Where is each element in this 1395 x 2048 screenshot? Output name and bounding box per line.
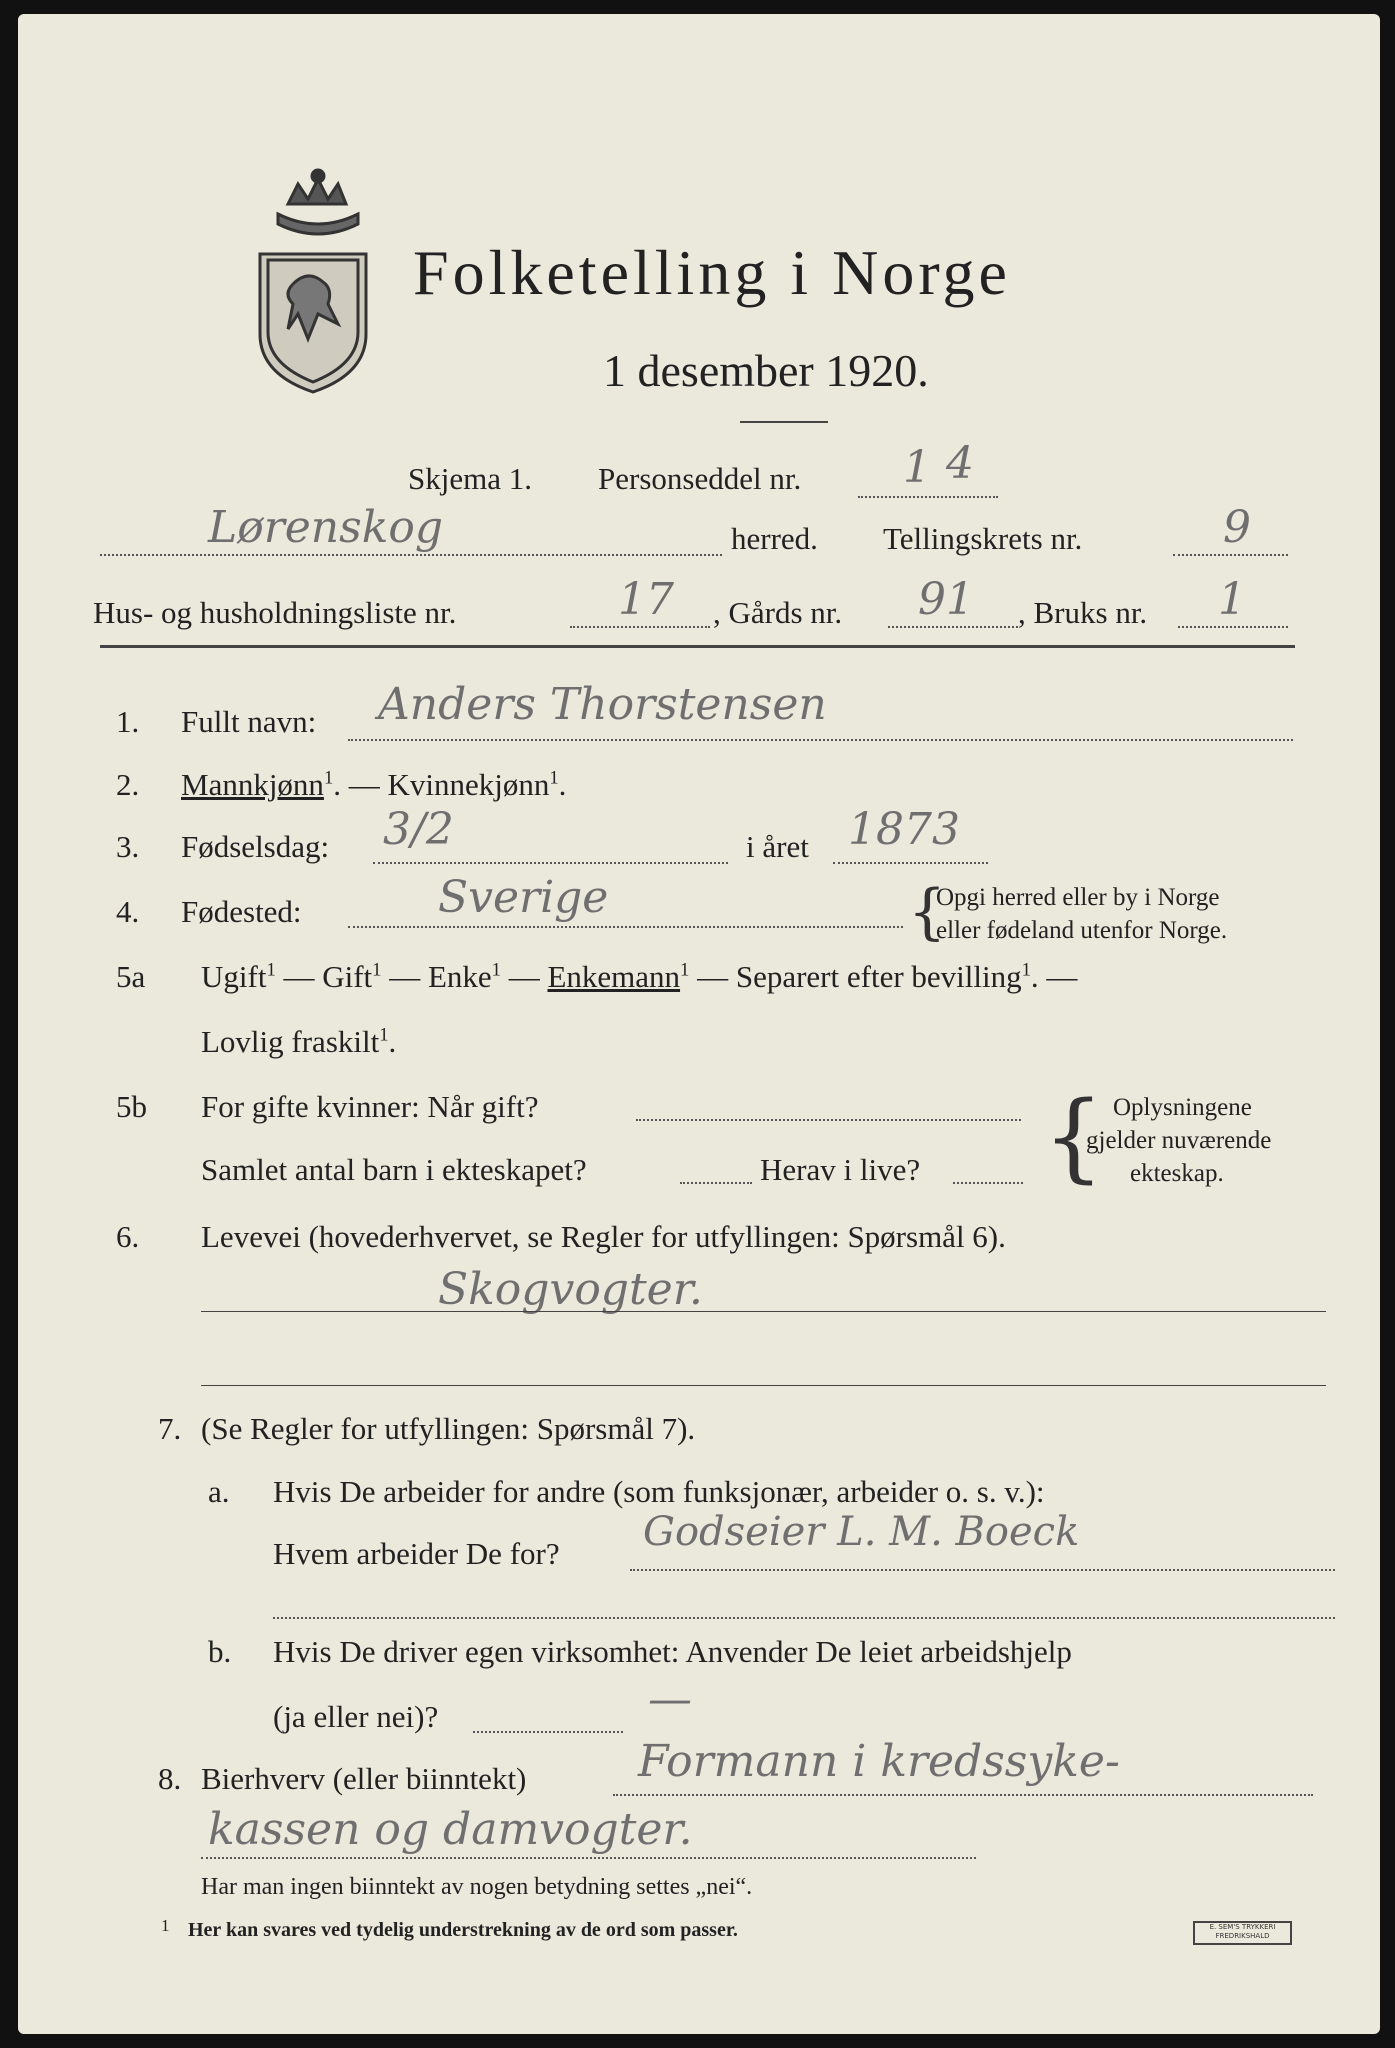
form-title: Folketelling i Norge [413,237,1011,308]
q4-label: Fødested: [181,894,302,929]
q5a-gift: Gift [322,959,373,994]
q2-male-footnote: 1 [323,767,334,789]
q5a-gift-footnote: 1 [372,959,382,981]
printer-stamp [1193,1921,1292,1945]
census-form-page [18,14,1380,2034]
biinntekt-note: Har man ingen biinntekt av nogen betydning settes „nei“. [201,1874,753,1900]
q5b-note-line1: Oplysningene [1113,1094,1252,1121]
q1-value: Anders Thorstensen [378,679,827,730]
q5a-lovlig: Lovlig fraskilt$^1$. [201,1024,397,1059]
q4-number: 4. [116,894,140,929]
footnote-marker: 1 [161,1916,170,1935]
gards-label: , Gårds nr. [713,595,843,630]
q5a-dash: . — [1030,959,1078,994]
q7a-letter: a. [208,1474,230,1509]
tellingskrets-field [1173,554,1288,556]
q5b-note-line2: gjelder nuværende [1086,1127,1272,1154]
q5a-enkemann: Enkemann [547,959,681,994]
tellingskrets-label: Tellingskrets nr. [883,521,1083,556]
q8-label: Bierhverv (eller biinntekt) [201,1761,527,1796]
herred-value: Lørenskog [208,502,444,553]
q5b-note-line3: ekteskap. [1130,1160,1224,1187]
bruks-label: , Bruks nr. [1018,595,1148,630]
q1-number: 1. [116,704,140,739]
q5a-ugift-footnote: 1 [266,959,276,981]
personseddel-label: Personseddel nr. [598,461,802,496]
census-date: 1 desember 1920. [603,345,929,396]
q3-label: Fødselsdag: [181,829,330,864]
q2-male-option: Mannkjønn [181,767,324,802]
skjema-label: Skjema 1. [408,461,532,496]
q4-note-line2: eller fødeland utenfor Norge. [936,917,1228,944]
q2-female-option: Kvinnekjønn [387,767,550,802]
q5b-gift-field [636,1119,1021,1121]
hus-value: 17 [618,574,674,625]
q3-year-value: 1873 [848,804,960,855]
printer-stamp-text: E. SEM'S TRYKKERI FREDRIKSHALD [1209,1923,1276,1940]
q5a-separert-footnote: 1 [1021,959,1031,981]
q5a-lovlig-footnote: 1 [379,1024,389,1046]
q6-answer-line1 [201,1311,1326,1312]
q2-number: 2. [116,767,140,802]
q8-number: 8. [158,1761,182,1796]
q5b-number: 5b [116,1089,147,1124]
q4-note-line1: Opgi herred eller by i Norge [936,884,1220,911]
q7-number: 7. [158,1411,182,1446]
herred-label: herred. [731,521,818,556]
personseddel-struck-value: 4 [946,438,974,489]
q3-field [373,862,728,864]
q8-field-2 [201,1857,976,1859]
q7a-label: Hvis De arbeider for andre (som funksjonær, arbeider o. s. v.): [273,1474,1045,1509]
q5a-separert: Separert efter bevilling [735,959,1022,994]
q4-value: Sverige [438,872,609,923]
q7b-value: — [648,1674,692,1725]
q8-value-line2: kassen og damvogter. [208,1804,693,1855]
q3-value: 3/2 [383,804,454,855]
q5b-brace: { [1043,1081,1105,1193]
q7b-field [473,1731,623,1733]
q3-number: 3. [116,829,140,864]
q5b-barn-label: Samlet antal barn i ekteskapet? [201,1152,587,1187]
q2-options [181,767,566,803]
q2-separator: . — [333,767,388,802]
personseddel-field [858,496,998,498]
q5a-enkemann-footnote: 1 [680,959,690,981]
q1-field [348,739,1293,741]
q7b-letter: b. [208,1634,232,1669]
q4-brace: { [908,877,947,947]
q6-answer-line2 [201,1385,1326,1386]
q8-value-line1: Formann i kredssyke- [638,1736,1120,1787]
q1-label: Fullt navn: [181,704,317,739]
q6-label: Levevei (hovederhvervet, se Regler for utfyllingen: Spørsmål 6). [201,1219,1006,1254]
q5a-options: Ugift$^1$ — Gift$^1$ — Enke$^1$ — Enkemann$^1$ — Separert efter bevilling$^1$. — [201,959,1078,994]
q5a-ugift: Ugift [201,959,267,994]
gards-value: 91 [918,574,974,625]
q7a-hvem-label: Hvem arbeider De for? [273,1536,560,1571]
herred-field [100,554,722,556]
q5a-number: 5a [116,959,146,994]
q5a-lovlig-label: Lovlig fraskilt [201,1024,380,1059]
q4-field [348,926,903,928]
q7a-value: Godseier L. M. Boeck [643,1509,1080,1555]
q7-label: (Se Regler for utfyllingen: Spørsmål 7). [201,1411,696,1446]
personseddel-value: 1 [903,442,931,493]
q7a-field [630,1569,1335,1571]
footnote-text: Her kan svares ved tydelig understrekning av de ord som passer. [188,1919,738,1941]
q8-field [613,1794,1313,1796]
q5a-enke: Enke [427,959,492,994]
q7b-label: Hvis De driver egen virksomhet: Anvender De leiet arbeidshjelp [273,1634,1072,1669]
q2-female-footnote: 1 [549,767,559,789]
norwegian-coat-of-arms-icon [248,164,368,394]
q5a-enke-footnote: 1 [491,959,501,981]
q2-end: . [558,767,567,802]
q5b-live-label: Herav i live? [760,1152,921,1187]
q7a-field-2 [273,1617,1335,1619]
q6-number: 6. [116,1219,140,1254]
q3-year-label: i året [746,829,809,864]
q6-value: Skogvogter. [438,1264,703,1315]
hus-field [570,626,710,628]
q5b-label: For gifte kvinner: Når gift? [201,1089,539,1124]
header-divider [100,645,1295,648]
bruks-field [1178,626,1288,628]
q5b-live-field [953,1182,1023,1184]
q3-year-field [833,862,988,864]
q5b-barn-field [680,1182,752,1184]
hus-label: Hus- og husholdningsliste nr. [93,595,457,630]
gards-field [888,626,1018,628]
tellingskrets-value: 9 [1223,502,1251,553]
bruks-value: 1 [1218,574,1246,625]
title-rule [740,421,828,423]
q7b-ja-label: (ja eller nei)? [273,1699,439,1734]
